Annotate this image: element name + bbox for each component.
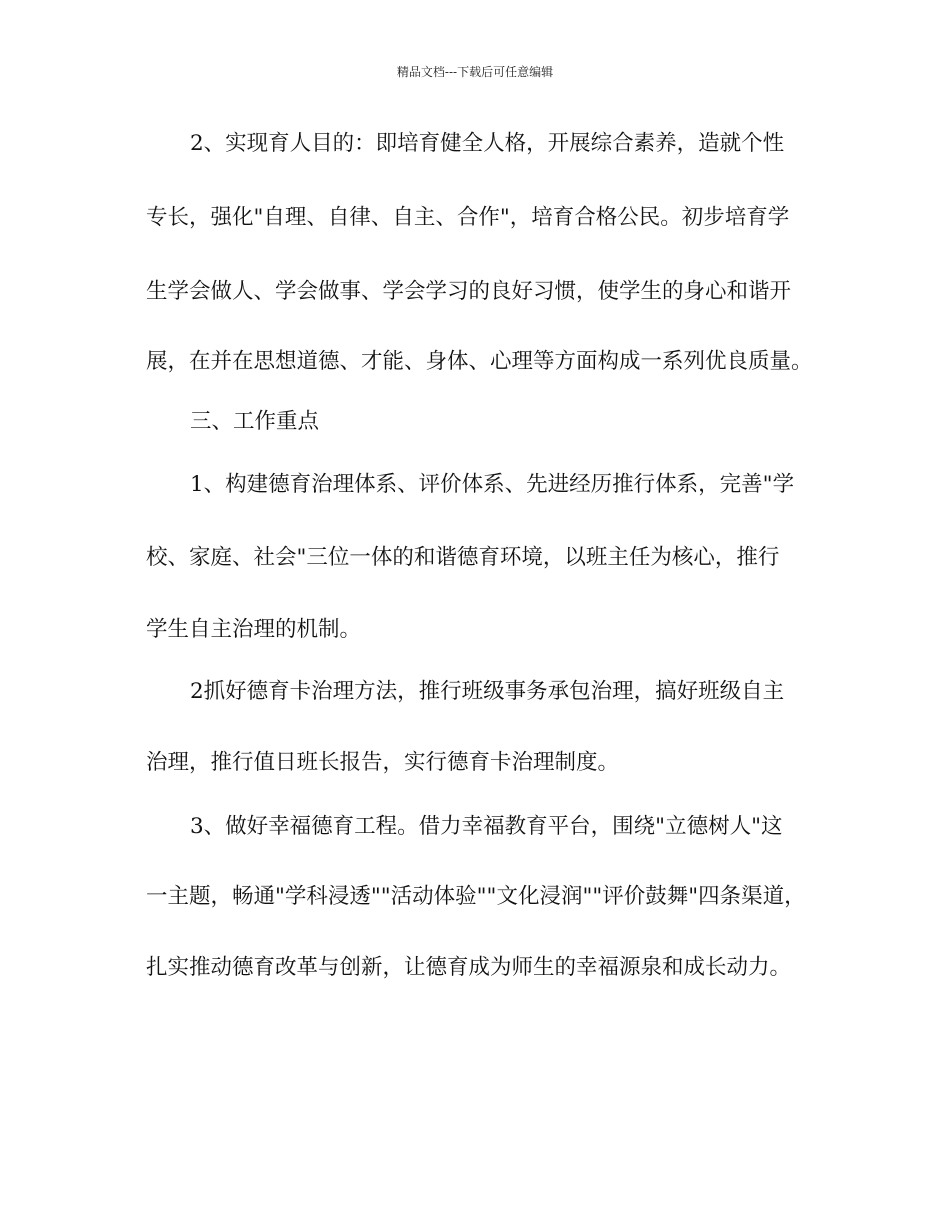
paragraph-line: 专长，强化"自理、自律、自主、合作"，培育合格公民。初步培育学 xyxy=(146,205,790,230)
paragraph-line: 2、实现育人目的：即培育健全人格，开展综合素养，造就个性 xyxy=(190,131,785,156)
paragraph-line: 校、家庭、社会"三位一体的和谐德育环境，以班主任为核心，推行 xyxy=(146,545,780,570)
paragraph-line: 3、做好幸福德育工程。借力幸福教育平台，围绕"立德树人"这 xyxy=(190,814,783,839)
paragraph-line: 展，在并在思想道德、才能、身体、心理等方面构成一系列优良质量。 xyxy=(146,349,813,374)
paragraph-line: 生学会做人、学会做事、学会学习的良好习惯，使学生的身心和谐开 xyxy=(146,279,792,304)
paragraph-line: 一主题，畅通"学科浸透""活动体验""文化浸润""评价鼓舞"四条渠道， xyxy=(146,884,806,909)
paragraph-line: 2抓好德育卡治理方法，推行班级事务承包治理，搞好班级自主 xyxy=(190,679,785,704)
paragraph-line: 治理，推行值日班长报告，实行德育卡治理制度。 xyxy=(146,750,620,775)
section-heading: 三、工作重点 xyxy=(190,409,320,434)
paragraph-line: 1、构建德育治理体系、评价体系、先进经历推行体系，完善"学 xyxy=(190,472,795,497)
page-header: 精品文档---下载后可任意编辑 xyxy=(396,65,554,79)
paragraph-line: 学生自主治理的机制。 xyxy=(146,617,362,642)
paragraph-line: 扎实推动德育改革与创新，让德育成为师生的幸福源泉和成长动力。 xyxy=(146,955,792,980)
